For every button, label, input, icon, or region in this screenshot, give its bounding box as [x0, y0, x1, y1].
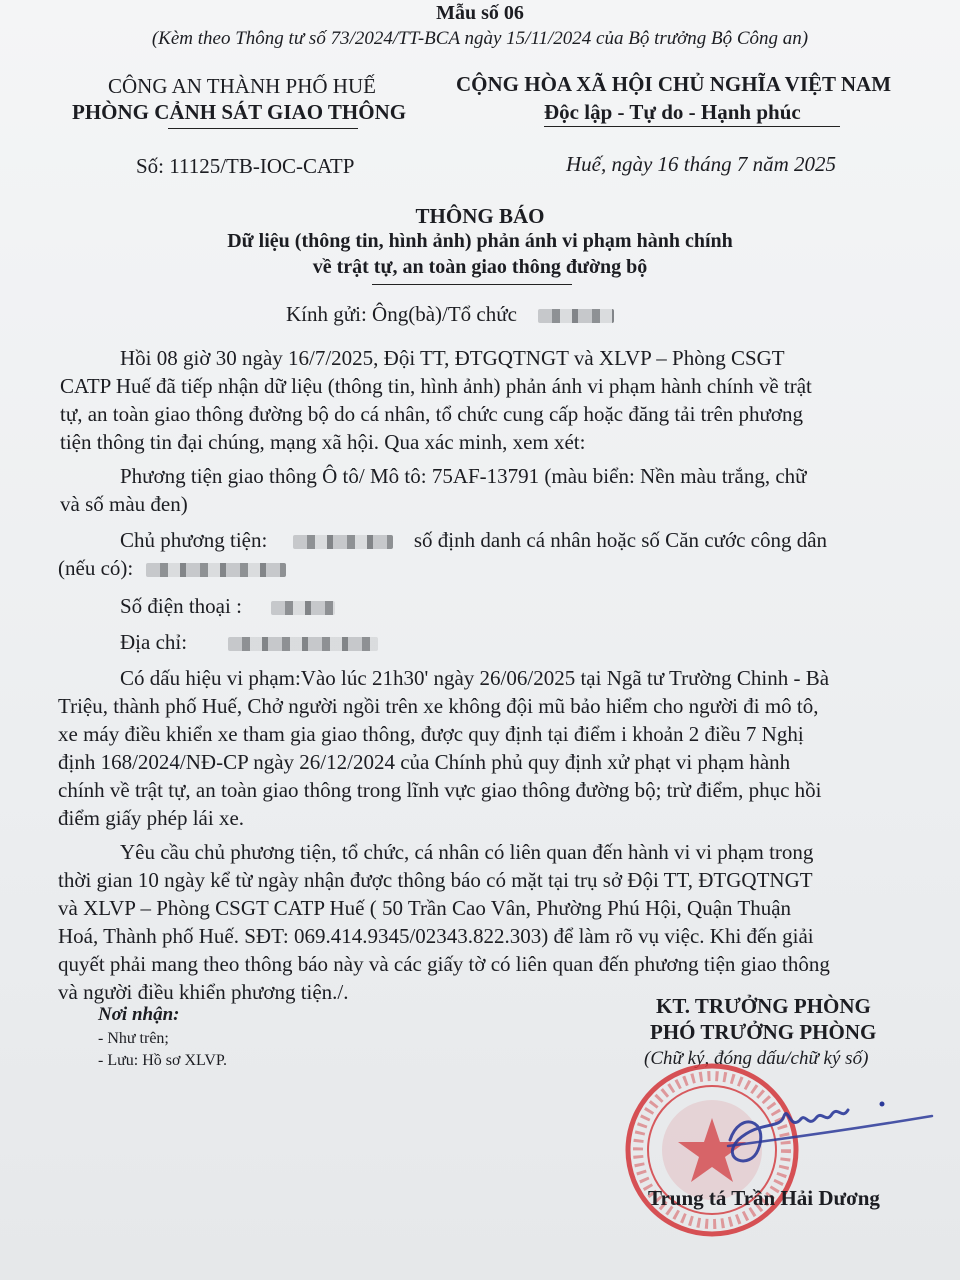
- form-reference: (Kèm theo Thông tư số 73/2024/TT-BCA ngày 15/11/2024 của Bộ trưởng Bộ Công an): [151, 28, 809, 49]
- address-label: Địa chỉ:: [120, 630, 188, 654]
- p3-line-1: Có dấu hiệu vi phạm:Vào lúc 21h30' ngày 26/06/2025 tại Ngã tư Trường Chinh - Bà: [120, 666, 830, 690]
- id-line: [58, 556, 286, 581]
- redacted-owner: [293, 535, 393, 549]
- redacted-recipient: [538, 309, 614, 323]
- p4-line-6: và người điều khiển phương tiện./.: [58, 980, 349, 1004]
- p2-line-2: và số màu đen): [60, 492, 188, 516]
- p4-line-1: Yêu cầu chủ phương tiện, tổ chức, cá nhân có liên quan đến hành vi vi phạm trong: [120, 840, 814, 864]
- redacted-phone: [271, 601, 335, 615]
- country-name: CỘNG HÒA XÃ HỘI CHỦ NGHĨA VIỆT NAM: [456, 72, 892, 96]
- recipients-label: Nơi nhận:: [98, 1004, 180, 1025]
- p3-line-5: chính về trật tự, an toàn giao thông trong lĩnh vực giao thông đường bộ; trừ điểm, phục hồi: [58, 778, 822, 802]
- signature-role: PHÓ TRƯỞNG PHÒNG: [650, 1020, 877, 1044]
- p4-line-4: Hoá, Thành phố Huế. SĐT: 069.414.9345/02343.822.303) để làm rõ vụ việc. Khi đến giải: [58, 924, 814, 948]
- handwritten-signature: [710, 1080, 940, 1190]
- document-subtitle-1: Dữ liệu (thông tin, hình ảnh) phản ánh vi phạm hành chính: [227, 230, 733, 252]
- p1-line-4: tiện thông tin đại chúng, mạng xã hội. Qua xác minh, xem xét:: [60, 430, 586, 454]
- title-underline: [372, 284, 572, 285]
- document-number: Số: 11125/TB-IOC-CATP: [136, 154, 355, 178]
- p3-line-3: xe máy điều khiển xe tham gia giao thông, được quy định tại điểm i khoản 2 điều 7 Nghị: [58, 722, 804, 746]
- document-title: THÔNG BÁO: [415, 204, 545, 228]
- redacted-address: [228, 637, 378, 651]
- recipient-item-1: - Như trên;: [98, 1030, 169, 1047]
- p3-line-4: định 168/2024/NĐ-CP ngày 26/12/2024 của Chính phủ quy định xử phạt vi phạm hành: [58, 750, 791, 774]
- signature-note: (Chữ ký, đóng dấu/chữ ký số): [644, 1048, 869, 1069]
- address-line: [120, 630, 378, 655]
- owner-label: Chủ phương tiện:: [120, 528, 268, 552]
- owner-id-label: số định danh cá nhân hoặc số Căn cước công dân: [413, 528, 828, 552]
- document-date: Huế, ngày 16 tháng 7 năm 2025: [566, 152, 837, 176]
- redacted-id: [146, 563, 286, 577]
- p3-line-2: Triệu, thành phố Huế, Chở người ngồi trên xe không đội mũ bảo hiểm cho người đi mô tô,: [58, 694, 819, 718]
- p2-line-1: Phương tiện giao thông Ô tô/ Mô tô: 75AF-13791 (màu biển: Nền màu trắng, chữ: [120, 464, 807, 488]
- agency-name: PHÒNG CẢNH SÁT GIAO THÔNG: [72, 100, 407, 124]
- p1-line-3: tự, an toàn giao thông đường bộ do cá nhân, tổ chức cung cấp hoặc đăng tải trên phương: [60, 402, 804, 426]
- document-subtitle-2: về trật tự, an toàn giao thông đường bộ: [312, 256, 648, 278]
- p3-line-6: điểm giấy phép lái xe.: [58, 806, 245, 830]
- signer-name: Trung tá Trần Hải Dương: [648, 1186, 880, 1210]
- phone-label: Số điện thoại :: [120, 594, 242, 618]
- phone-line: [120, 594, 335, 619]
- recipient-line: [286, 302, 614, 327]
- recipient-item-2: - Lưu: Hồ sơ XLVP.: [98, 1052, 227, 1069]
- signature-kt: KT. TRƯỞNG PHÒNG: [656, 994, 871, 1018]
- p4-line-2: thời gian 10 ngày kể từ ngày nhận được thông báo có mặt tại trụ sở Đội TT, ĐTGQTNGT: [58, 868, 813, 892]
- recipient-label: Kính gửi: Ông(bà)/Tổ chức: [286, 302, 517, 326]
- agency-parent: CÔNG AN THÀNH PHỐ HUẾ: [108, 74, 376, 98]
- motto-underline: [544, 126, 840, 127]
- agency-underline: [168, 128, 358, 129]
- id-label: (nếu có):: [58, 556, 134, 580]
- p1-line-1: Hồi 08 giờ 30 ngày 16/7/2025, Đội TT, ĐTGQTNGT và XLVP – Phòng CSGT: [120, 346, 785, 370]
- p1-line-2: CATP Huế đã tiếp nhận dữ liệu (thông tin, hình ảnh) phản ánh vi phạm hành chính về trật: [60, 374, 812, 398]
- country-motto: Độc lập - Tự do - Hạnh phúc: [544, 100, 801, 124]
- p4-line-3: và XLVP – Phòng CSGT CATP Huế ( 50 Trần Cao Vân, Phường Phú Hội, Quận Thuận: [58, 896, 792, 920]
- owner-line: [120, 528, 827, 553]
- p4-line-5: quyết phải mang theo thông báo này và các giấy tờ có liên quan đến phương tiện giao thông: [58, 952, 830, 976]
- form-number: Mẫu số 06: [436, 2, 524, 24]
